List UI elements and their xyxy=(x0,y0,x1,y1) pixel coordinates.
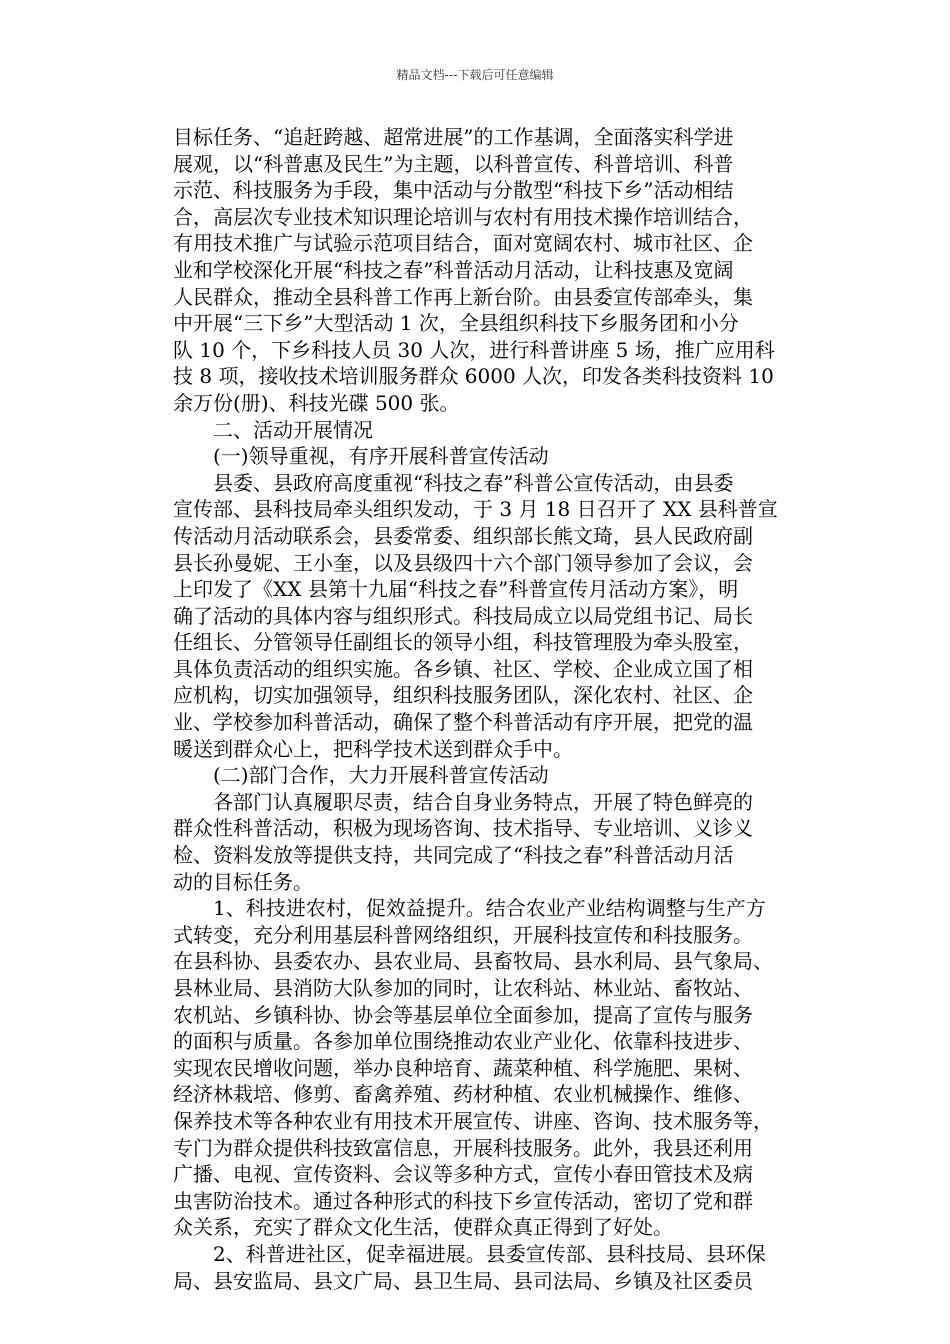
text-line: 中开展“三下乡”大型活动 1 次，全县组织科技下乡服务团和小分 xyxy=(173,311,739,336)
text-line: 各部门认真履职尽责，结合自身业务特点，开展了特色鲜亮的 xyxy=(213,789,753,814)
text-line: 广播、电视、宣传资料、会议等多种方式，宣传小春田管技术及病 xyxy=(173,1162,753,1187)
text-line: 人民群众，推动全县科普工作再上新台阶。由县委宣传部牵头，集 xyxy=(173,284,753,309)
text-line: 业、学校参加科普活动，确保了整个科普活动有序开展，把党的温 xyxy=(173,710,753,735)
text-line: 宣传部、县科技局牵头组织发动，于 3 月 18 日召开了 XX 县科普宣 xyxy=(173,497,778,522)
text-line: 任组长、分管领导任副组长的领导小组，科技管理股为牵头股室， xyxy=(173,630,753,655)
text-line: 经济林栽培、修剪、畜禽养殖、药材种植、农业机械操作、维修、 xyxy=(173,1082,753,1107)
text-line: 二、活动开展情况 xyxy=(213,417,373,442)
text-line: 专门为群众提供科技致富信息，开展科技服务。此外，我县还利用 xyxy=(173,1135,753,1160)
text-line: (一)领导重视，有序开展科普宣传活动 xyxy=(213,444,549,469)
page-header: 精品文档---下载后可任意编辑 xyxy=(396,68,554,82)
text-line: 2、科普进社区，促幸福进展。县委宣传部、县科技局、县环保 xyxy=(213,1241,766,1266)
text-line: 保养技术等各种农业有用技术开展宣传、讲座、咨询、技术服务等， xyxy=(173,1108,773,1133)
text-line: 展观，以“科普惠及民生”为主题，以科普宣传、科普培训、科普 xyxy=(173,151,734,176)
text-line: 的面积与质量。各参加单位围绕推动农业产业化、依靠科技进步、 xyxy=(173,1029,753,1054)
text-line: 具体负责活动的组织实施。各乡镇、社区、学校、企业成立国了相 xyxy=(173,656,753,681)
text-line: 农机站、乡镇科协、协会等基层单位全面参加，提高了宣传与服务 xyxy=(173,1002,753,1027)
text-line: 县长孙曼妮、王小奎，以及县级四十六个部门领导参加了会议，会 xyxy=(173,550,753,575)
text-line: (二)部门合作，大力开展科普宣传活动 xyxy=(213,763,549,788)
text-line: 目标任务、“追赶跨越、超常进展”的工作基调，全面落实科学进 xyxy=(173,125,734,149)
text-line: 暖送到群众心上，把科学技术送到群众手中。 xyxy=(173,736,573,761)
text-line: 业和学校深化开展“科技之春”科普活动月活动，让科技惠及宽阔 xyxy=(173,257,734,282)
text-line: 队 10 个，下乡科技人员 30 人次，进行科普讲座 5 场，推广应用科 xyxy=(173,337,775,362)
text-line: 有用技术推广与试验示范项目结合，面对宽阔农村、城市社区、企 xyxy=(173,231,753,256)
document-body xyxy=(173,124,805,1294)
text-line: 在县科协、县委农办、县农业局、县畜牧局、县水利局、县气象局、 xyxy=(173,949,773,974)
text-line: 确了活动的具体内容与组织形式。科技局成立以局党组书记、局长 xyxy=(173,603,753,628)
text-line: 式转变，充分利用基层科普网络组织，开展科技宣传和科技服务。 xyxy=(173,922,753,947)
text-line: 示范、科技服务为手段，集中活动与分散型“科技下乡”活动相结 xyxy=(173,178,734,203)
text-line: 传活动月活动联系会，县委常委、组织部长熊文琦，县人民政府副 xyxy=(173,523,753,548)
text-line: 群众性科普活动，积极为现场咨询、技术指导、专业培训、义诊义 xyxy=(173,816,753,841)
text-line: 县林业局、县消防大队参加的同时，让农科站、林业站、畜牧站、 xyxy=(173,976,753,1000)
text-line: 技 8 项，接收技术培训服务群众 6000 人次，印发各类科技资料 10 xyxy=(173,364,774,389)
text-line: 检、资料发放等提供支持，共同完成了“科技之春”科普活动月活 xyxy=(173,843,734,868)
text-line: 县委、县政府高度重视“科技之春”科普公宣传活动，由县委 xyxy=(213,470,734,495)
text-line: 1、科技进农村，促效益提升。结合农业产业结构调整与生产方 xyxy=(213,896,766,921)
text-line: 动的目标任务。 xyxy=(173,869,313,894)
text-line: 余万份(册)、科技光碟 500 张。 xyxy=(173,390,460,415)
text-line: 应机构，切实加强领导，组织科技服务团队，深化农村、社区、企 xyxy=(173,683,753,708)
text-line: 实现农民增收问题，举办良种培育、蔬菜种植、科学施肥、果树、 xyxy=(173,1055,753,1080)
text-line: 虫害防治技术。通过各种形式的科技下乡宣传活动，密切了党和群 xyxy=(173,1188,753,1213)
text-line: 众关系，充实了群众文化生活，使群众真正得到了好处。 xyxy=(173,1215,673,1240)
text-line: 上印发了《XX 县第十九届“科技之春”科普宣传月活动方案》，明 xyxy=(173,577,739,602)
text-line: 局、县安监局、县文广局、县卫生局、县司法局、乡镇及社区委员 xyxy=(173,1268,753,1293)
text-line: 合，高层次专业技术知识理论培训与农村有用技术操作培训结合， xyxy=(173,204,753,229)
